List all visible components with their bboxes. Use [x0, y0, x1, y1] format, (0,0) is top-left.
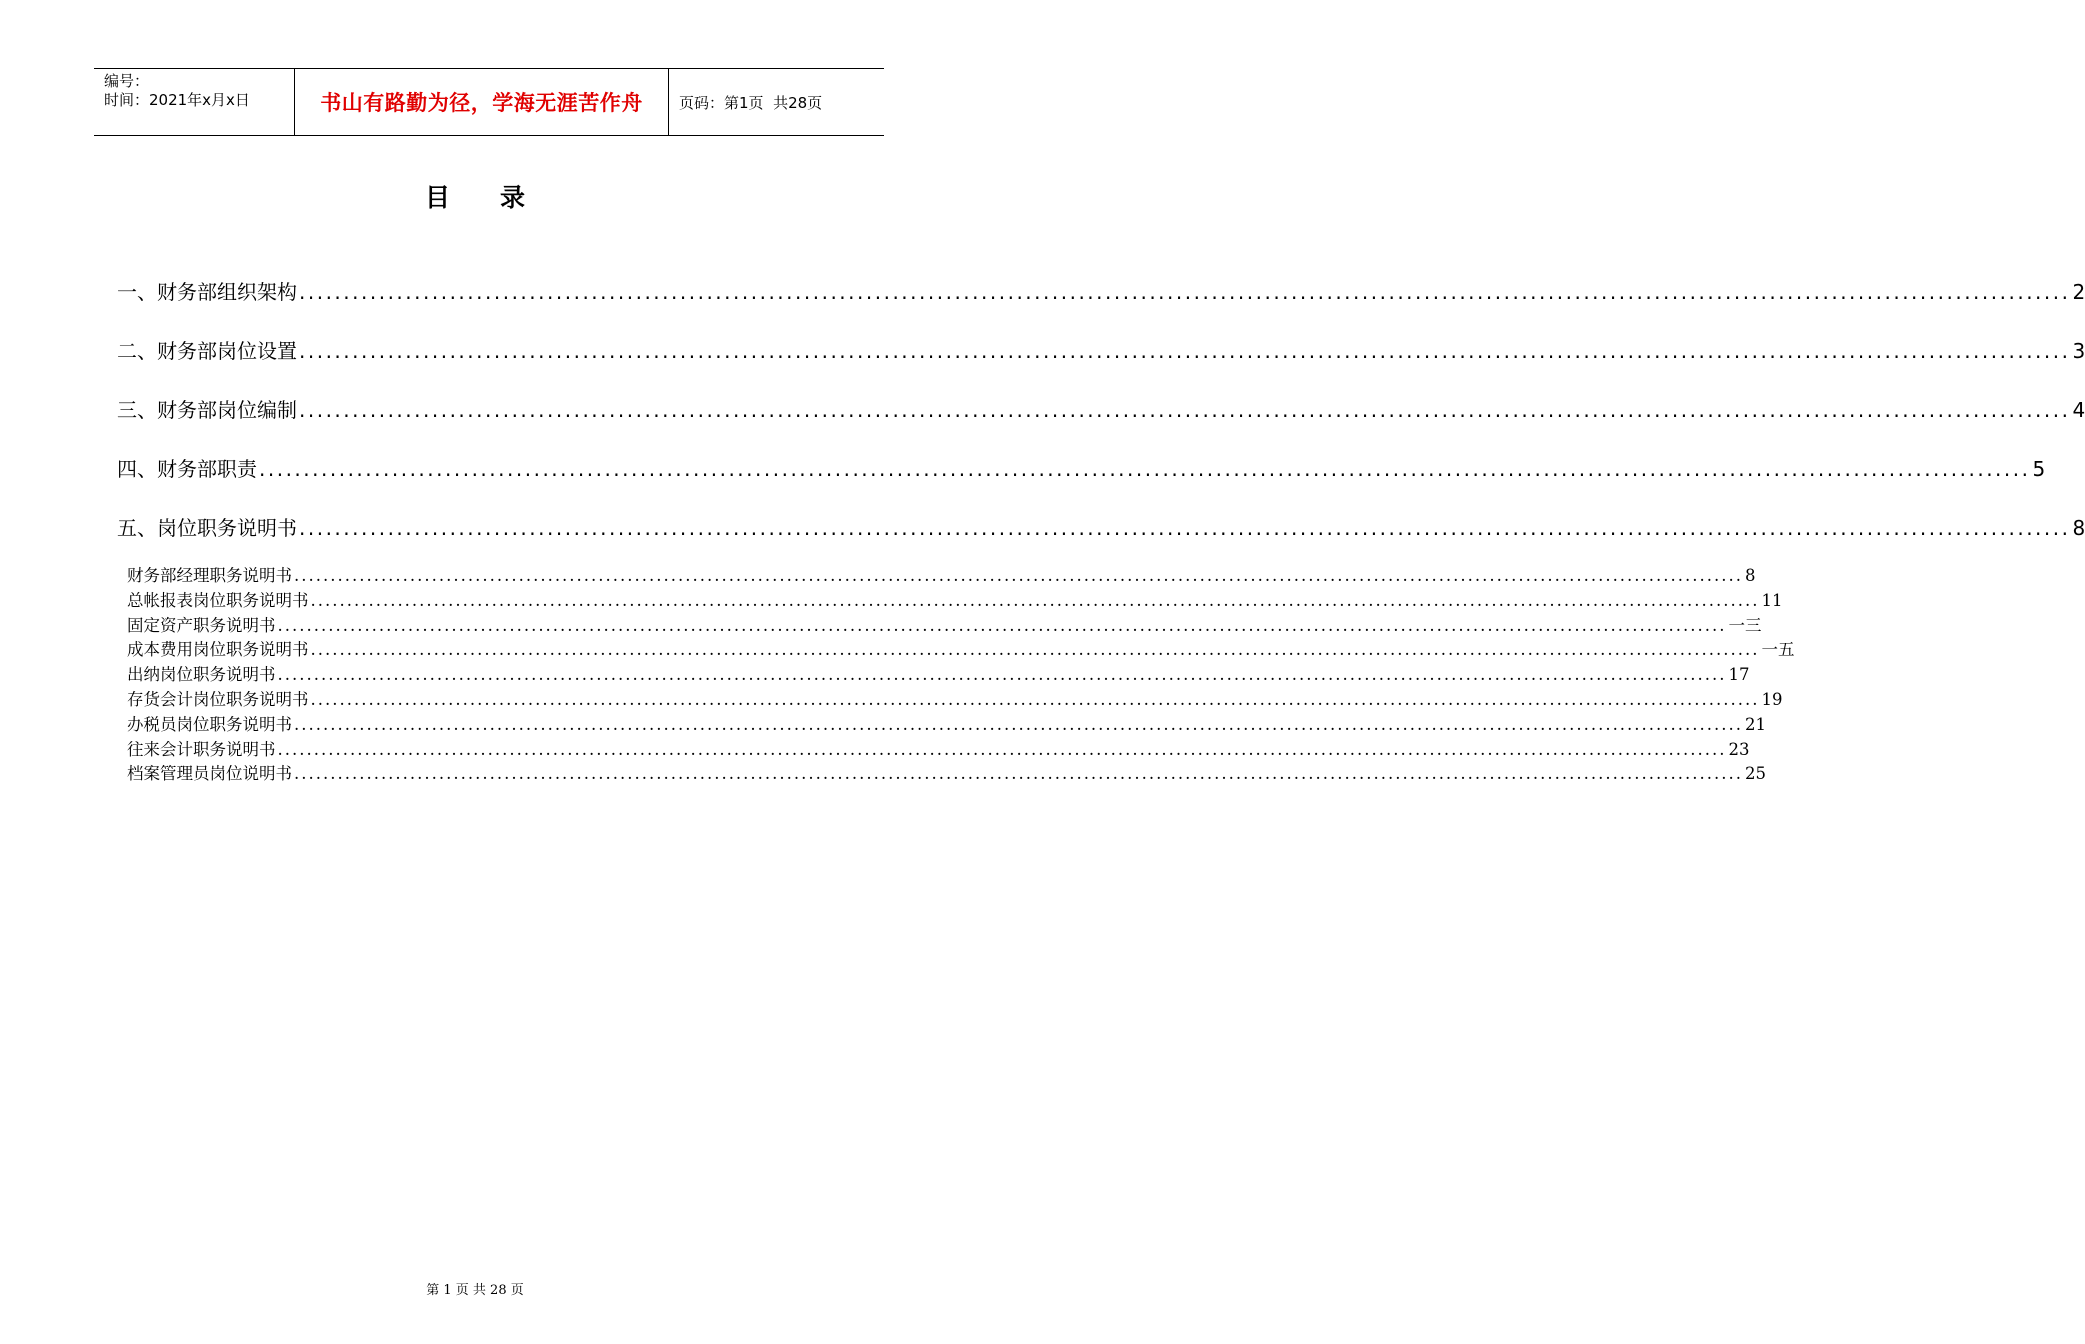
header-meta-cell	[94, 69, 295, 135]
toc-sub-item-page: 17	[1728, 665, 1750, 685]
toc-sub-item[interactable]	[127, 688, 1783, 713]
page-title-char-2: 录	[500, 183, 526, 212]
toc-leader-dots: ........................................................................................................................................................................................................	[259, 457, 2031, 481]
toc-sub-item-page: 23	[1728, 739, 1750, 759]
toc-leader-dots: ........................................................................................................................................................................................................	[299, 280, 2071, 304]
toc-item-label: 五、岗位职务说明书	[117, 516, 297, 540]
toc-item-label: 一、财务部组织架构	[117, 280, 297, 304]
toc-leader-dots: ........................................................................................................................................................................................................	[299, 398, 2071, 422]
toc-main-item[interactable]	[117, 272, 2085, 331]
toc-sub-item-page: 8	[1744, 566, 1756, 585]
toc-sub-item[interactable]	[127, 738, 1750, 763]
toc-leader-dots: ........................................................................................................................................................................................................	[299, 339, 2071, 363]
toc-main-item[interactable]	[117, 390, 2085, 449]
toc-sub-list	[127, 564, 1795, 787]
toc-sub-item-label: 财务部经理职务说明书	[127, 566, 292, 585]
toc-leader-dots: ........................................................................................................................................................................................................	[310, 590, 1760, 610]
header-page-info: 页码：第1页 共28页	[679, 93, 823, 112]
toc-sub-item-label: 存货会计岗位职务说明书	[127, 689, 309, 709]
toc-sub-item-page: 25	[1744, 764, 1766, 784]
page-header-table	[94, 68, 884, 136]
toc-sub-item-page: 一五	[1761, 640, 1795, 660]
toc-sub-item-label: 办税员岗位职务说明书	[127, 714, 292, 734]
toc-sub-item-label: 总帐报表岗位职务说明书	[127, 590, 309, 610]
toc-leader-dots: ........................................................................................................................................................................................................	[310, 689, 1760, 709]
toc-main-list	[117, 272, 2085, 567]
toc-leader-dots: ........................................................................................................................................................................................................	[310, 640, 1760, 660]
toc-sub-item-page: 19	[1761, 689, 1783, 709]
toc-sub-item[interactable]	[127, 638, 1795, 663]
toc-sub-item-label: 固定资产职务说明书	[127, 615, 276, 635]
toc-item-page: 4	[2072, 398, 2085, 422]
toc-sub-item-page: 11	[1761, 590, 1783, 610]
header-page-info-cell	[669, 69, 884, 135]
toc-sub-item[interactable]	[127, 762, 1766, 787]
toc-item-label: 二、财务部岗位设置	[117, 339, 297, 363]
toc-sub-item-label: 成本费用岗位职务说明书	[127, 640, 309, 660]
toc-leader-dots: ........................................................................................................................................................................................................	[277, 615, 1727, 635]
document-number-label: 编号：	[104, 72, 150, 90]
toc-leader-dots: ........................................................................................................................................................................................................	[294, 764, 1743, 784]
toc-item-page: 3	[2072, 339, 2085, 363]
document-date-label: 时间：2021年x月x日	[104, 91, 250, 109]
toc-sub-item-label: 出纳岗位职务说明书	[127, 665, 276, 685]
toc-item-page: 8	[2072, 516, 2085, 540]
page-footer: 第 1 页 共 28 页	[426, 1283, 524, 1298]
toc-sub-item-label: 往来会计职务说明书	[127, 739, 276, 759]
toc-sub-item[interactable]	[127, 589, 1783, 614]
toc-sub-item[interactable]	[127, 663, 1750, 688]
toc-sub-item[interactable]	[127, 713, 1766, 738]
toc-sub-item-page: 一三	[1728, 615, 1762, 635]
toc-sub-item[interactable]	[127, 564, 1756, 589]
toc-item-page: 2	[2072, 280, 2085, 304]
toc-item-label: 四、财务部职责	[117, 457, 257, 481]
page-title-char-1: 目	[424, 183, 450, 212]
toc-leader-dots: ........................................................................................................................................................................................................	[277, 739, 1727, 759]
toc-sub-item-page: 21	[1744, 714, 1766, 734]
toc-leader-dots: ........................................................................................................................................................................................................	[294, 566, 1743, 585]
toc-main-item[interactable]	[117, 508, 2085, 567]
toc-leader-dots: ........................................................................................................................................................................................................	[277, 665, 1727, 685]
toc-item-label: 三、财务部岗位编制	[117, 398, 297, 422]
toc-leader-dots: ........................................................................................................................................................................................................	[294, 714, 1743, 734]
toc-item-page: 5	[2032, 457, 2046, 481]
toc-main-item[interactable]	[117, 449, 2046, 508]
toc-sub-item[interactable]	[127, 614, 1762, 639]
page-title	[0, 178, 950, 214]
header-motto: 书山有路勤为径，学海无涯苦作舟	[295, 69, 669, 135]
toc-leader-dots: ........................................................................................................................................................................................................	[299, 516, 2071, 540]
toc-main-item[interactable]	[117, 331, 2085, 390]
toc-sub-item-label: 档案管理员岗位说明书	[127, 764, 292, 784]
